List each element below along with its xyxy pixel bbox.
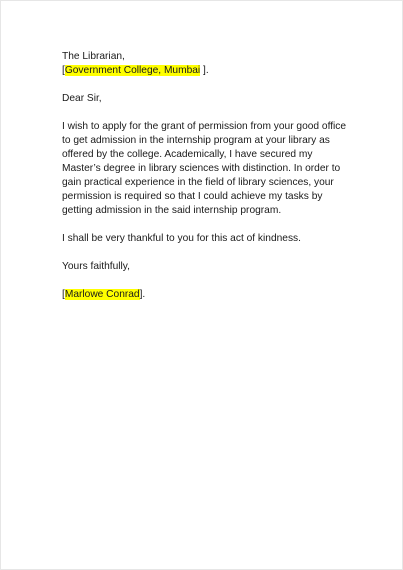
signature-name-placeholder: Marlowe Conrad [64,289,140,300]
recipient-institution-line [62,64,347,78]
signature-bracket-close: ]. [139,289,146,300]
salutation: Dear Sir, [62,93,102,104]
body-line: offered by the college. Academically, I have secured my [62,149,313,160]
body-paragraph [62,120,347,218]
body-line: gain practical experience in the field of library sciences, your [62,177,334,188]
closing: Yours faithfully, [62,261,130,272]
thanks-line: I shall be very thankful to you for this act of kindness. [62,233,301,244]
signature-bracket-open: [ [62,289,65,300]
recipient-title: The Librarian, [62,51,125,62]
institution-placeholder: Government College, Mumbai [64,65,201,76]
body-line: Master’s degree in library sciences with distinction. In order to [62,163,341,174]
letter-body [62,50,347,302]
body-line: getting admission in the said internship program. [62,205,282,216]
bracket-close: ]. [203,65,209,76]
body-line: to get admission in the internship program at your library as [62,135,330,146]
bracket-open: [ [62,65,65,76]
body-line: I wish to apply for the grant of permission from your good office [62,121,347,132]
signature-line [62,288,347,302]
body-line: permission is required so that I could achieve my tasks by [62,191,323,202]
